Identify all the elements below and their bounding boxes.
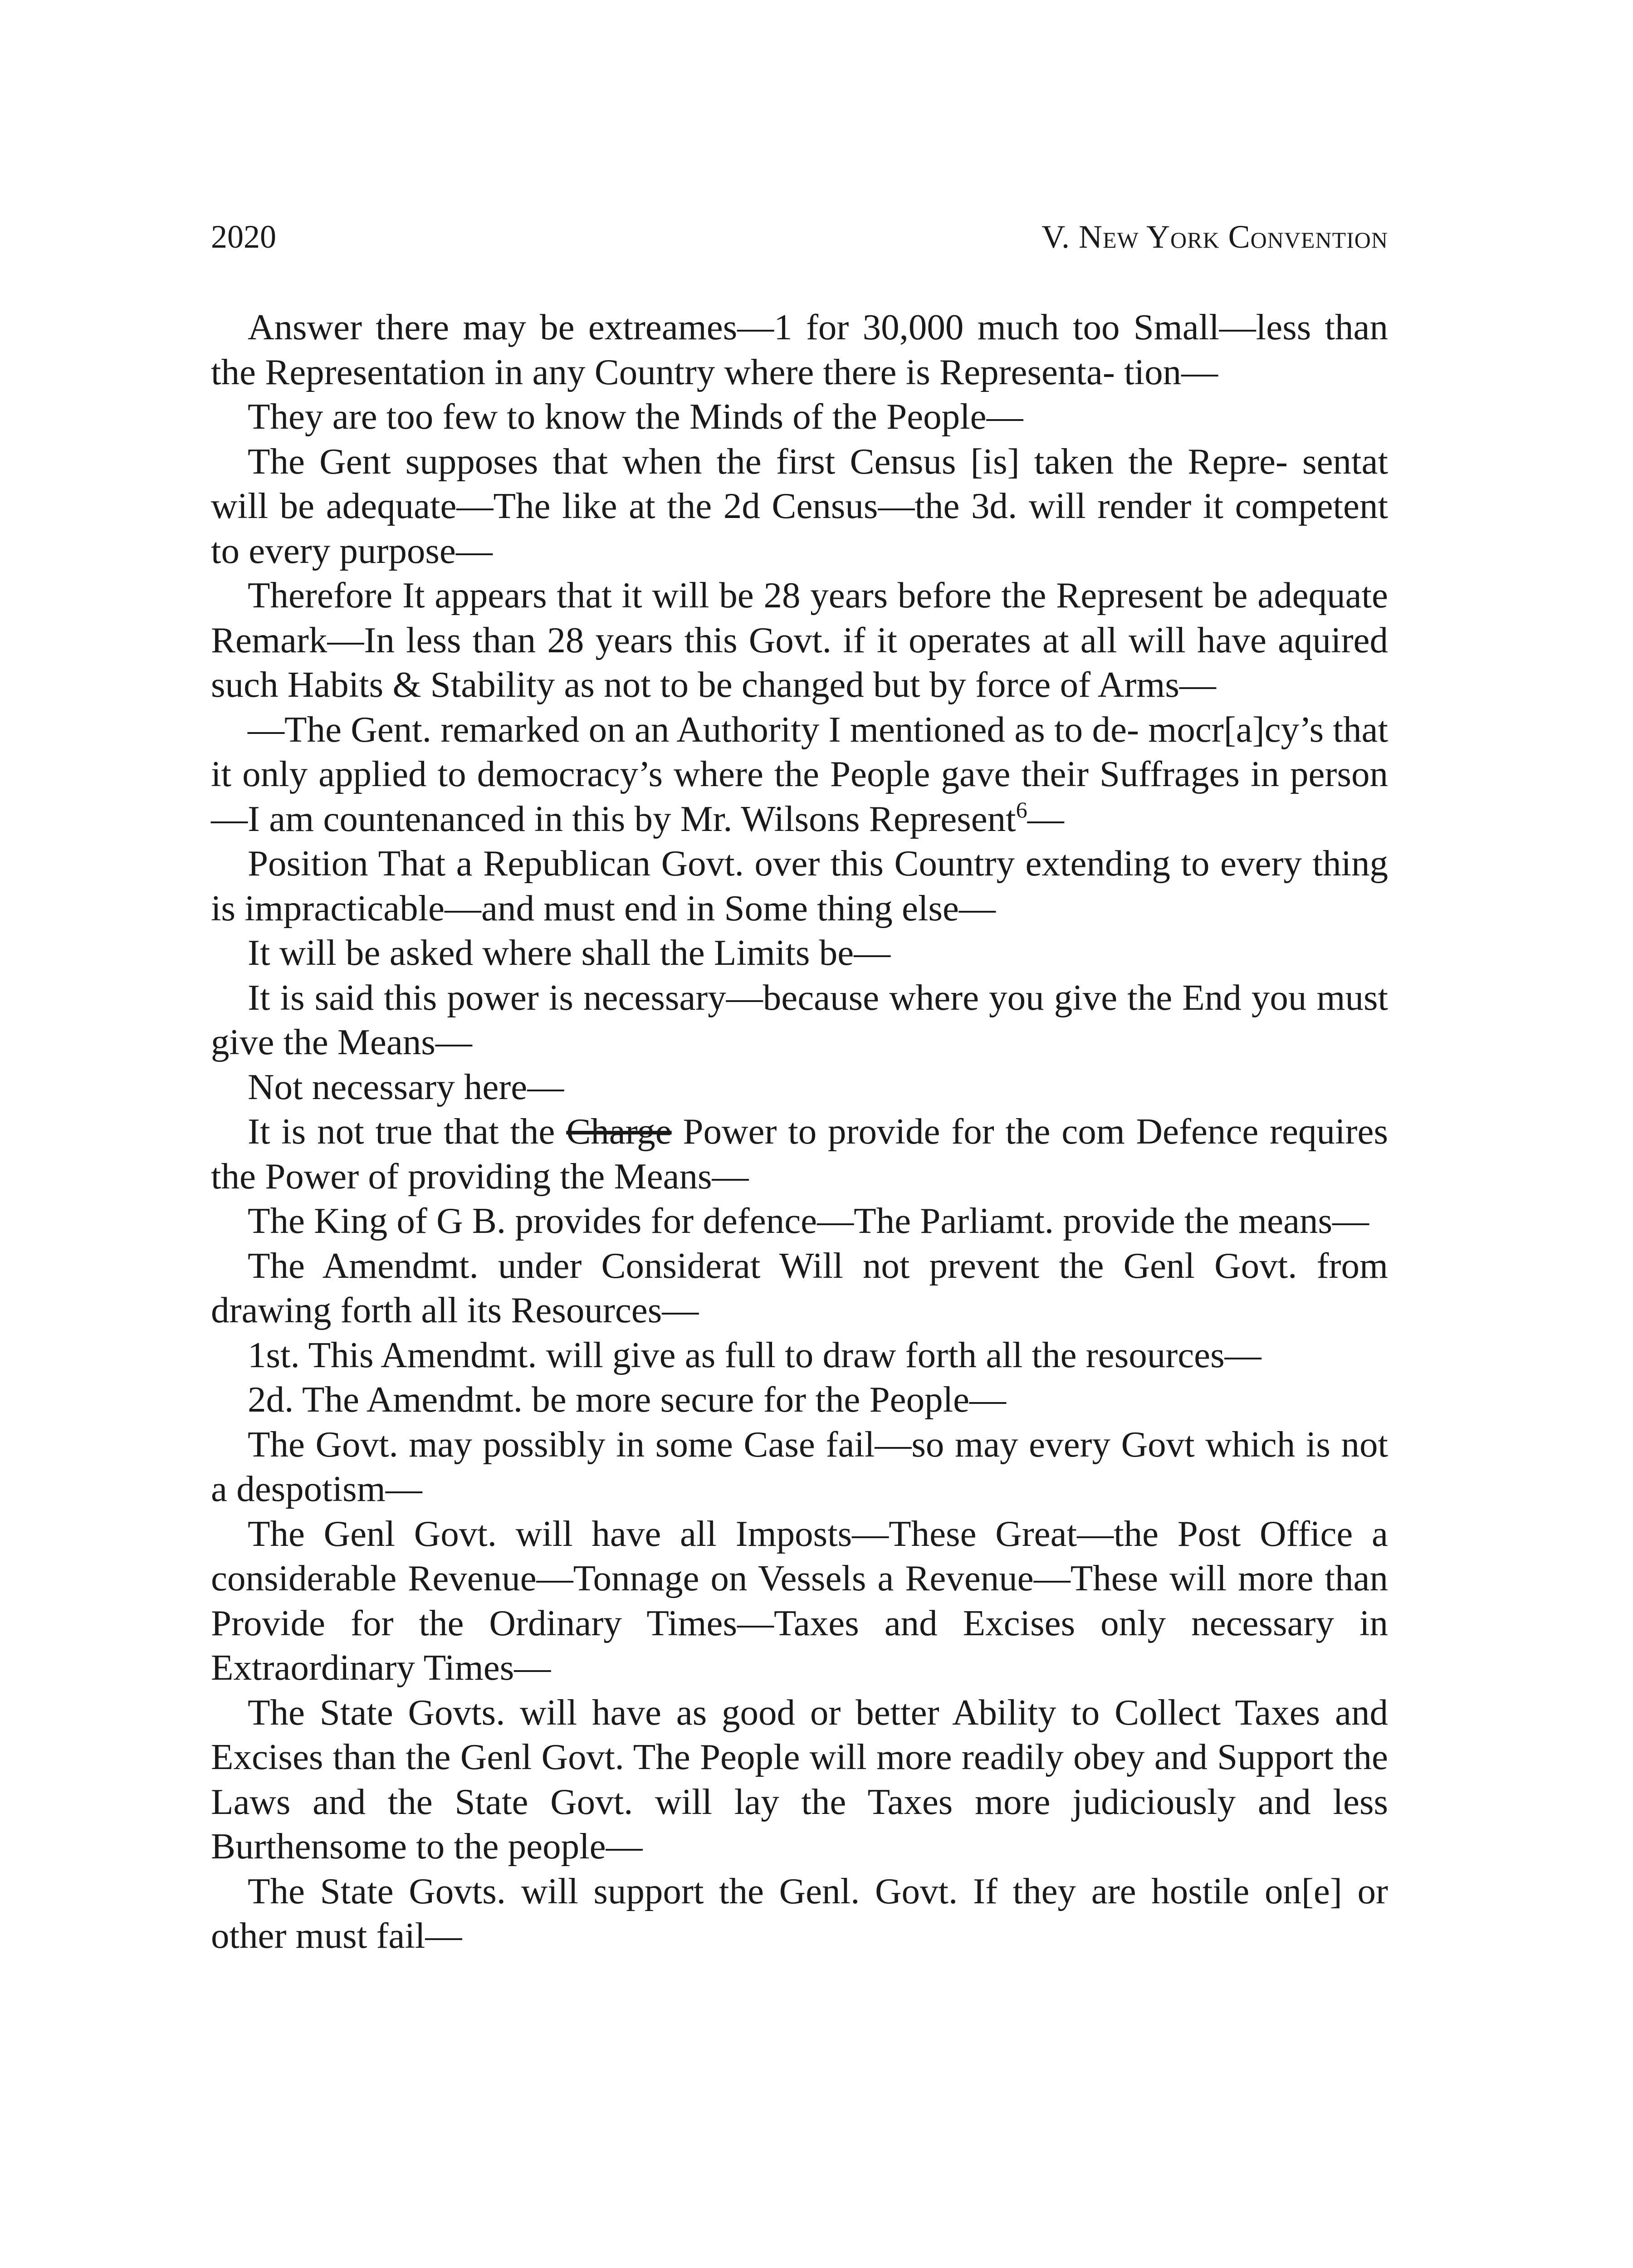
paragraph-text: —The Gent. remarked on an Authority I mentioned as to de- mocr[a]cy’s that it only applied to democracy’s where the People gave their Suffrages in person—I am countenanced in this by Mr. Wilsons Represent <box>211 709 1388 839</box>
paragraph: Not necessary here— <box>248 1066 564 1107</box>
paragraph-text: It is not true that the <box>248 1111 567 1152</box>
paragraph: Answer there may be extreames—1 for 30,000 much too Small—less than the Representation in any Country where there is Representa- tion— <box>211 307 1388 392</box>
footnote-reference: 6 <box>1016 797 1027 822</box>
paragraph: Position That a Republican Govt. over this Country extending to every thing is impracticable—and must end in Some thing else— <box>211 843 1388 929</box>
paragraph: It will be asked where shall the Limits be— <box>248 932 891 973</box>
paragraph <box>211 707 1388 841</box>
paragraph: It is said this power is necessary—because where you give the End you must give the Means— <box>211 977 1388 1062</box>
paragraph: The State Govts. will support the Genl. Govt. If they are hostile on[e] or other must fail— <box>211 1870 1388 1956</box>
paragraph: 1st. This Amendmt. will give as full to draw forth all the resources— <box>248 1334 1261 1375</box>
paragraph: They are too few to know the Minds of the People— <box>248 396 1023 437</box>
paragraph-text-end: Power to provide for the com Defence requires the Power of providing the Means— <box>211 1111 1388 1197</box>
paragraph-text-end: — <box>1027 798 1064 839</box>
paragraph: The State Govts. will have as good or better Ability to Collect Taxes and Excises than the Genl Govt. The People will more readily obey and Support the Laws and the State Govt. will lay the Taxes more judiciously and less Burthensome to the people— <box>211 1691 1388 1867</box>
body-text <box>211 305 1388 1958</box>
paragraph: The Genl Govt. will have all Imposts—These Great—the Post Office a considerable Revenue—Tonnage on Vessels a Revenue—These will more than Provide for the Ordinary Times—Taxes and Excises only necessary in Extraordinary Times— <box>211 1513 1388 1688</box>
paragraph: 2d. The Amendmt. be more secure for the People— <box>248 1379 1007 1420</box>
running-head: V. New York Convention <box>1041 219 1388 255</box>
paragraph: Therefore It appears that it will be 28 years before the Represent be adequate Remark—In less than 28 years this Govt. if it operates at all will have aquired such Habits & Stability as not to be changed but by force of Arms— <box>211 575 1388 705</box>
struck-word: Charge <box>566 1111 672 1152</box>
page-number: 2020 <box>211 219 276 255</box>
paragraph: The Govt. may possibly in some Case fail—so may every Govt which is not a despotism— <box>211 1423 1388 1509</box>
paragraph: The Amendmt. under Considerat Will not prevent the Genl Govt. from drawing forth all its Resources— <box>211 1245 1388 1330</box>
paragraph: The King of G B. provides for defence—The Parliamt. provide the means— <box>248 1200 1369 1241</box>
paragraph <box>211 1109 1388 1198</box>
paragraph: The Gent supposes that when the first Census [is] taken the Repre- sentat will be adequate—The like at the 2d Census—the 3d. will render it competent to every purpose— <box>211 440 1388 571</box>
